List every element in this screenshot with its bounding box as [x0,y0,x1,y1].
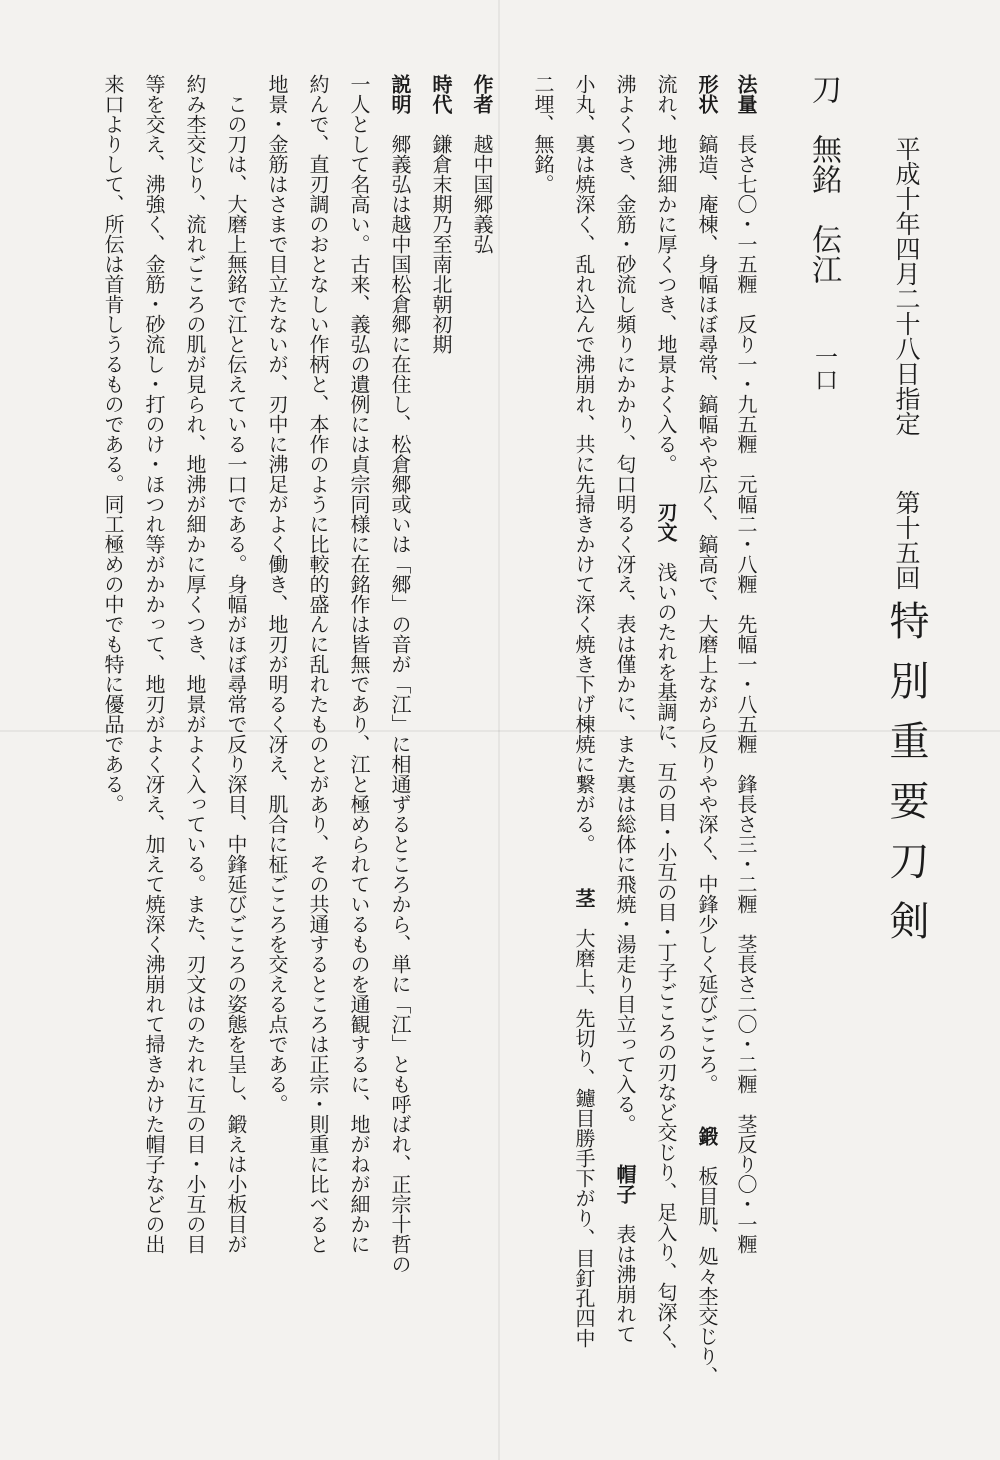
body-text: 小丸、裏は焼深く、乱れ込んで沸崩れ、共に先掃きかけて深く焼き下げ棟焼に繋がる。 [572,74,596,854]
body-text: この刀は、大磨上無銘で江と伝えている一口である。身幅がほぼ尋常で反り深目、中鋒延びごころの姿態を呈し、鍛えは小板目が [224,74,248,1254]
body-text: 二埋、無銘。 [531,74,555,194]
body-text: 越中国郷義弘 [470,134,494,254]
section-heading-jidai: 時代 [429,74,453,114]
text-column [103,74,123,814]
text-column [349,74,369,1254]
section-heading-sakusha: 作者 [470,74,494,114]
section-heading-houryou: 法量 [734,74,758,114]
designation-title: 特別重要刀剣 [883,600,929,960]
text-column [185,74,205,1254]
body-text: 沸よくつき、金筋・砂流し頻りにかかり、匂口明るく冴え、表は僅かに、また裏は総体に飛焼・湯走り目立って入る。 [613,74,637,1134]
text-column [431,74,451,354]
body-text: 郷義弘は越中国松倉郷に在住し、松倉郷或いは「郷」の音が「江」に相通ずるところから、単に「江」とも呼ばれ、正宗十哲の [388,134,412,1274]
body-text: 約み杢交じり、流れごころの肌が見られ、地沸が細かに厚くつき、地景がよく入っている。また、刃文はのたれに互の目・小互の目 [183,74,207,1254]
sword-name: 刀 無銘 伝江 [806,74,841,284]
text-column [656,74,676,1362]
text-column [308,74,328,1254]
body-text: 浅いのたれを基調に、互の目・小互の目・丁子ごころの刃など交じり、足入り、匂深く、 [654,562,678,1362]
body-text: 一人として名高い。古来、義弘の遺例には貞宗同様に在銘作は皆無であり、江と極められているものを通観するに、地がねが細かに [347,74,371,1254]
body-text: 等を交え、沸強く、金筋・砂流し・打のけ・ほつれ等がかかって、地刃がよく冴え、加えて焼深く沸崩れて掃きかけた帽子などの出 [142,74,166,1254]
section-heading-kitae: 鍛 [695,1126,719,1146]
sword-count: 一口 [811,345,837,391]
designation-session: 第十五回 [892,490,921,590]
section-heading-nakago: 茎 [572,888,596,908]
section-heading-boushi: 帽子 [613,1164,637,1204]
text-column [615,74,635,1344]
designation-date: 平成十年四月二十八日指定 [892,136,921,436]
section-heading-setsumei: 説明 [388,74,412,114]
body-text: 大磨上、先切り、鑢目勝手下がり、目釘孔四中 [572,928,596,1348]
text-column [226,74,246,1254]
body-text: 流れ、地沸細かに厚くつき、地景よく入る。 [654,74,678,474]
body-text: 鎌倉末期乃至南北朝初期 [429,134,453,354]
section-heading-keijou: 形状 [695,74,719,114]
body-text: 来口よりして、所伝は首肯しうるものである。同工極めの中でも特に優品である。 [101,74,125,814]
body-text: 鎬造、庵棟、身幅ほぼ尋常、鎬幅やや広く、鎬高で、大磨上ながら反りやや深く、中鋒少しく延びごころ。 [695,134,719,1094]
text-column [736,74,756,1254]
text-column [267,74,287,1114]
text-column [574,74,594,1348]
text-column [533,74,553,194]
section-heading-hamon: 刃文 [654,502,678,542]
body-text: 長さ七〇・一五糎 反り一・九五糎 元幅二・八糎 先幅一・八五糎 鋒長さ三・二糎 茎長さ二〇・二糎 茎反り〇・一糎 [734,134,758,1254]
body-text: 板目肌、処々杢交じり、 [695,1166,719,1386]
text-column [472,74,492,254]
text-column [144,74,164,1254]
body-text: 地景・金筋はさまで目立たないが、刃中に沸足がよく働き、地刃が明るく冴え、肌合に柾ごころを交える点である。 [265,74,289,1114]
body-text: 約んで、直刃調のおとなしい作柄と、本作のように比較的盛んに乱れたものとがあり、その共通するところは正宗・則重に比べると [306,74,330,1254]
body-text: 表は沸崩れて [613,1224,637,1344]
text-column [390,74,410,1274]
text-column [697,74,717,1386]
